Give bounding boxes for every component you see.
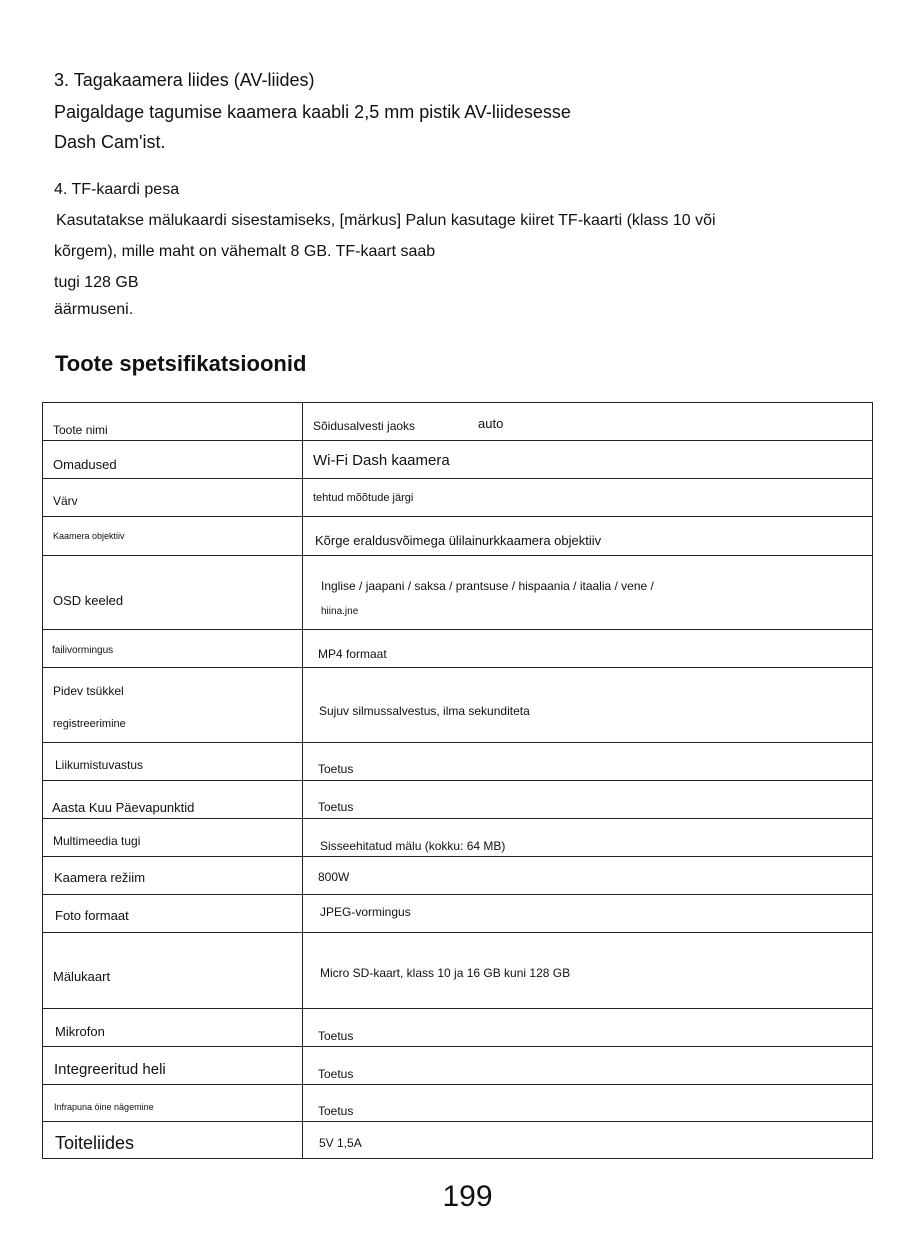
tf-section-title: 4. TF-kaardi pesa <box>54 181 180 198</box>
row-value-line2: hiina.jne <box>321 606 359 617</box>
table-row <box>43 743 872 781</box>
specs-heading: Toote spetsifikatsioonid <box>55 351 307 376</box>
table-row <box>43 668 872 743</box>
row-value: Toetus <box>318 1067 354 1081</box>
table-row <box>43 819 872 857</box>
table-row <box>43 556 872 630</box>
row-label: Mikrofon <box>55 1024 105 1039</box>
av-section-text: Paigaldage tagumise kaamera kaabli 2,5 mm pistik AV-liidesesse <box>54 102 571 122</box>
row-value: JPEG-vormingus <box>320 905 411 919</box>
row-label: Toiteliides <box>55 1133 135 1153</box>
table-row <box>43 403 872 441</box>
row-value: MP4 formaat <box>318 647 387 661</box>
row-label-line2: registreerimine <box>53 718 126 730</box>
tf-section-text: kõrgem), mille maht on vähemalt 8 GB. TF-kaart saab <box>54 243 436 260</box>
table-row <box>43 1122 872 1158</box>
table-row <box>43 441 872 479</box>
av-section-title: 3. Tagakaamera liides (AV-liides) <box>54 70 315 90</box>
row-label: Mälukaart <box>53 969 111 984</box>
row-label: Toote nimi <box>53 423 108 437</box>
row-value: tehtud mõõtude järgi <box>313 492 414 504</box>
row-label: Infrapuna öine nägemine <box>54 1102 154 1112</box>
table-row <box>43 1085 872 1122</box>
spec-table <box>42 402 873 1159</box>
row-value: Micro SD-kaart, klass 10 ja 16 GB kuni 128 GB <box>320 966 571 980</box>
row-value-extra: auto <box>478 416 504 431</box>
row-value: Toetus <box>318 800 354 814</box>
table-row <box>43 630 872 668</box>
row-value: Toetus <box>318 1029 354 1043</box>
tf-section-text: Kasutatakse mälukaardi sisestamiseks, [märkus] Palun kasutage kiiret TF-kaarti (klass 10 või <box>56 212 716 229</box>
table-row <box>43 933 872 1009</box>
table-row <box>43 1009 872 1047</box>
av-section-text: Dash Cam'ist. <box>54 132 166 152</box>
row-label: Pidev tsükkel <box>53 684 124 698</box>
row-value: Kõrge eraldusvõimega ülilainurkkaamera objektiiv <box>315 533 602 548</box>
row-value: Sõidusalvesti jaoks <box>313 419 416 433</box>
row-value: 5V 1,5A <box>319 1136 362 1150</box>
row-value: Toetus <box>318 1104 354 1118</box>
row-value: Inglise / jaapani / saksa / prantsuse / hispaania / itaalia / vene / <box>321 579 654 593</box>
row-label: OSD keeled <box>53 593 124 608</box>
table-row <box>43 517 872 556</box>
row-value: 800W <box>318 870 350 884</box>
row-label: Kaamera objektiiv <box>53 531 125 541</box>
row-value: Sisseehitatud mälu (kokku: 64 MB) <box>320 839 506 853</box>
table-row <box>43 1047 872 1085</box>
row-label: Integreeritud heli <box>54 1061 166 1078</box>
row-label: Värv <box>53 494 78 508</box>
table-row <box>43 479 872 517</box>
table-row <box>43 895 872 933</box>
page-number: 199 <box>442 1180 493 1213</box>
row-label: Liikumistuvastus <box>55 758 144 772</box>
row-label: Multimeedia tugi <box>53 834 141 848</box>
row-label: failivormingus <box>52 645 114 656</box>
row-label: Aasta Kuu Päevapunktid <box>52 800 195 815</box>
row-value: Toetus <box>318 762 354 776</box>
table-row <box>43 781 872 819</box>
row-label: Foto formaat <box>55 908 129 923</box>
tf-section-text: äärmuseni. <box>54 301 134 318</box>
row-value: Sujuv silmussalvestus, ilma sekunditeta <box>319 704 530 718</box>
table-row <box>43 857 872 895</box>
tf-section-text: tugi 128 GB <box>54 274 139 291</box>
row-label: Kaamera režiim <box>54 870 146 885</box>
row-label: Omadused <box>53 457 117 472</box>
row-value: Wi-Fi Dash kaamera <box>313 452 450 469</box>
